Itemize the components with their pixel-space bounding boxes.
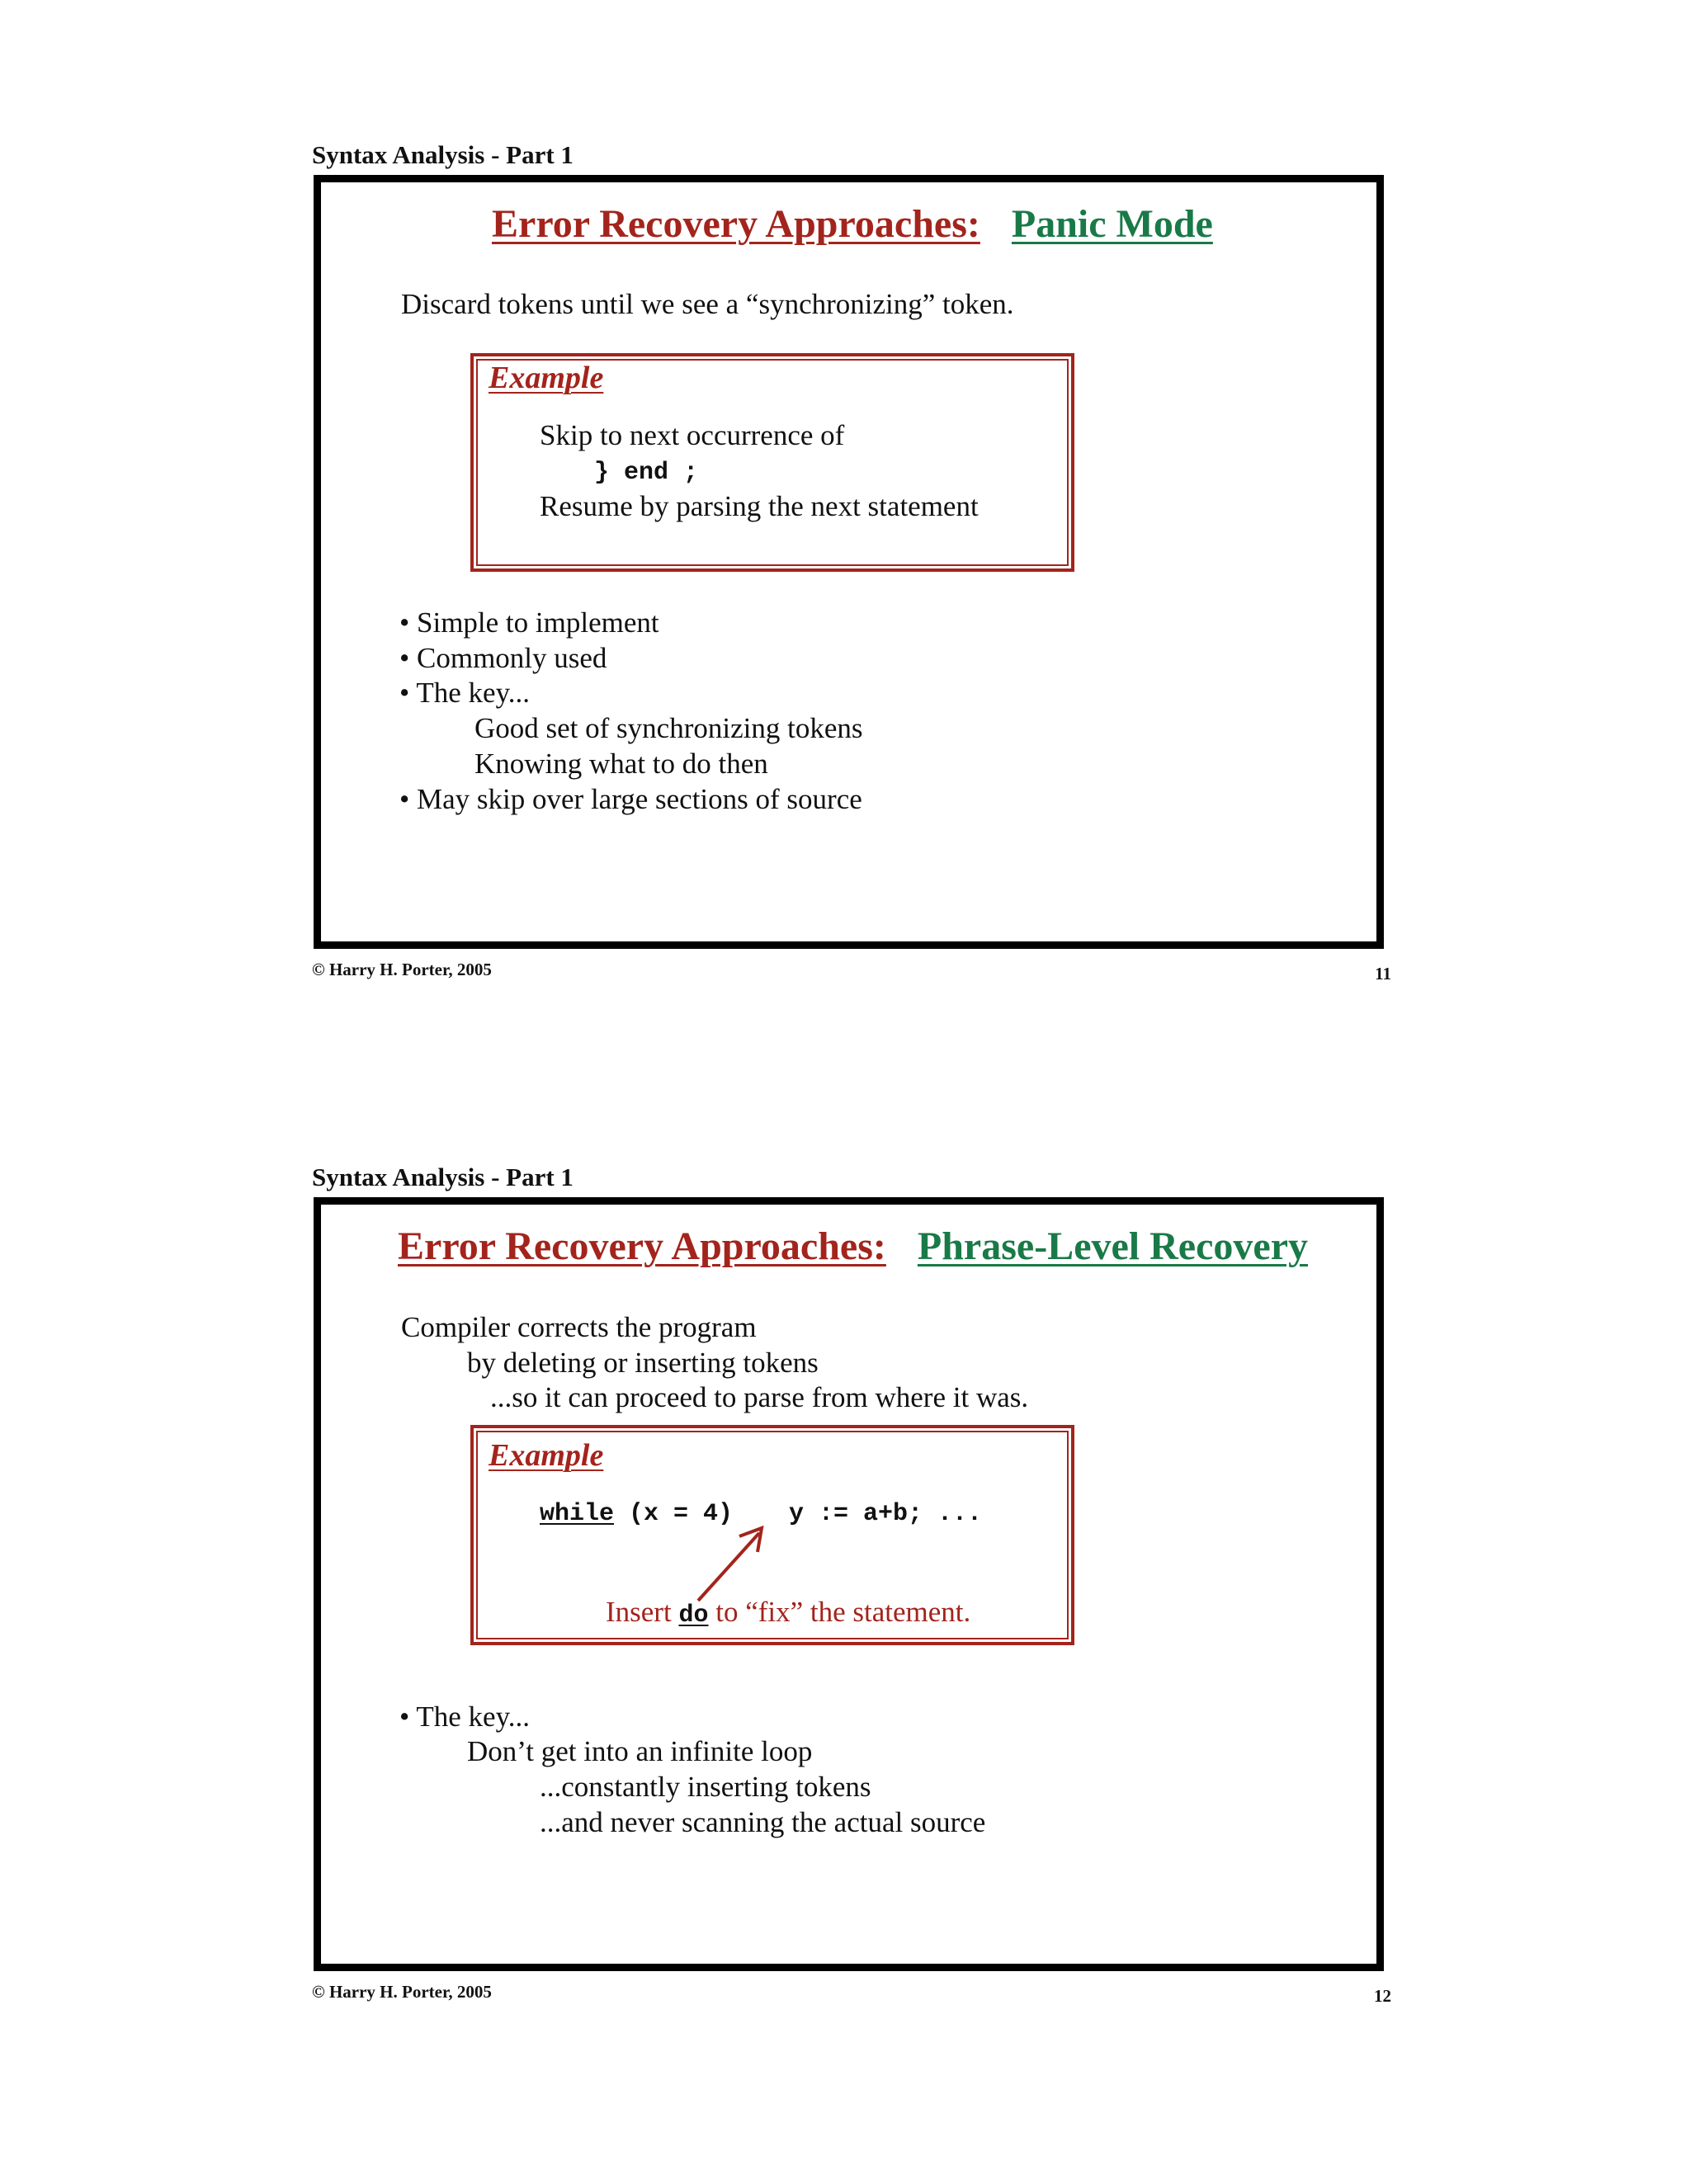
page-number: 12	[1374, 1986, 1391, 2006]
bullet-item: • Commonly used	[399, 642, 607, 674]
bullet-item: • Simple to implement	[399, 606, 659, 639]
copyright: © Harry H. Porter, 2005	[312, 960, 492, 979]
bullet-item: • The key...	[399, 1701, 531, 1733]
sub-bullet-item: Good set of synchronizing tokens	[474, 712, 863, 744]
intro-text: by deleting or inserting tokens	[467, 1347, 819, 1379]
example-line-3: Resume by parsing the next statement	[540, 490, 979, 522]
intro-text: Discard tokens until we see a “synchronizing” token.	[401, 288, 1014, 320]
code-condition: (x = 4)	[629, 1500, 734, 1528]
sub-bullet-item: Don’t get into an infinite loop	[467, 1735, 813, 1767]
code-keyword: while	[540, 1500, 615, 1528]
example-line-1: Skip to next occurrence of	[540, 419, 845, 451]
title-topic: Error Recovery Approaches:	[492, 202, 980, 246]
title-subtopic: Phrase-Level Recovery	[917, 1224, 1309, 1268]
example-label: Example	[489, 361, 604, 395]
example-label: Example	[489, 1438, 604, 1473]
bullet-item: • May skip over large sections of source	[399, 783, 862, 815]
sub-bullet-item: ...and never scanning the actual source	[540, 1806, 986, 1838]
note-keyword: do	[678, 1601, 709, 1630]
title-subtopic: Panic Mode	[1011, 202, 1213, 246]
intro-text: Compiler corrects the program	[401, 1311, 757, 1343]
insertion-note	[606, 1596, 970, 1630]
slide-header: Syntax Analysis - Part 1	[312, 1163, 574, 1191]
title-topic: Error Recovery Approaches:	[398, 1224, 886, 1268]
sub-bullet-item: Knowing what to do then	[474, 748, 768, 780]
bullet-item: • The key...	[399, 677, 531, 709]
note-text: to “fix” the statement.	[715, 1596, 971, 1628]
page-number: 11	[1375, 964, 1391, 984]
intro-text: ...so it can proceed to parse from where it was.	[490, 1381, 1029, 1413]
note-text: Insert	[606, 1596, 672, 1628]
slide-header: Syntax Analysis - Part 1	[312, 140, 574, 169]
copyright: © Harry H. Porter, 2005	[312, 1982, 492, 2002]
example-code-rest: y := a+b; ...	[789, 1500, 983, 1528]
example-code: } end ;	[594, 459, 699, 487]
sub-bullet-item: ...constantly inserting tokens	[540, 1771, 871, 1803]
